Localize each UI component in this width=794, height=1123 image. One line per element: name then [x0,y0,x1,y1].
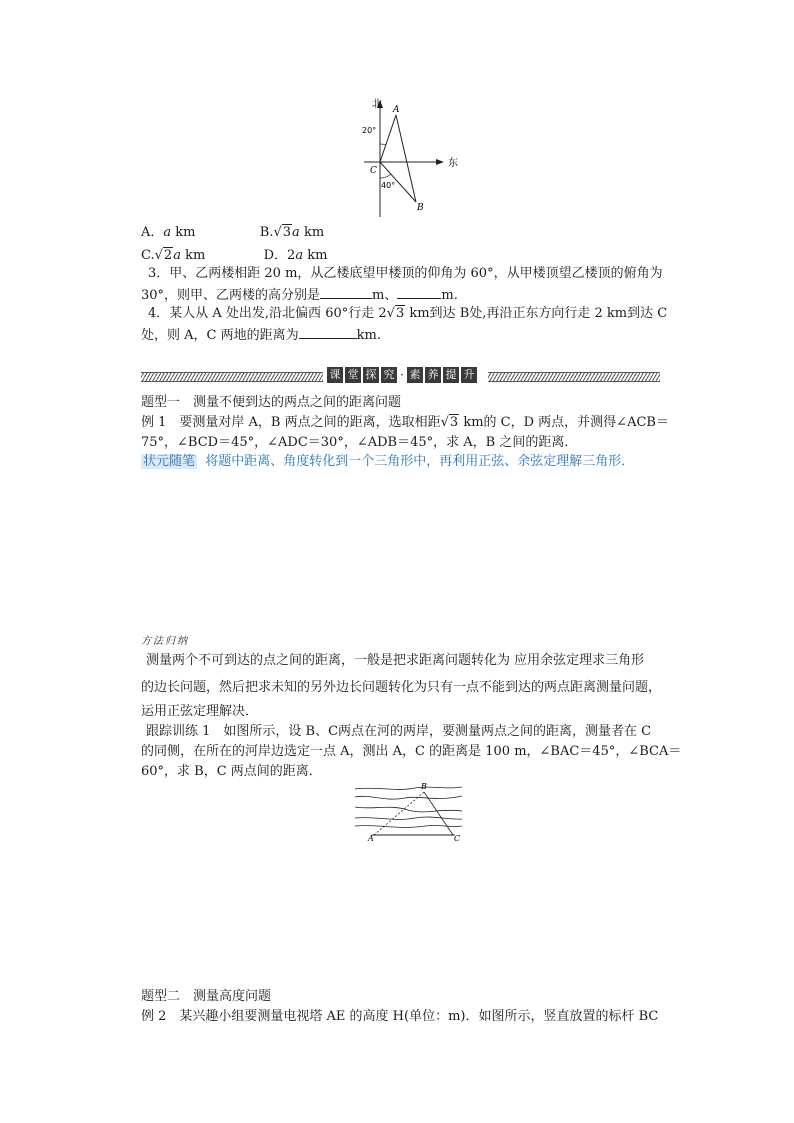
q3-blank1[interactable] [320,285,372,299]
point-b-label: B [421,782,427,791]
tip-line [141,453,634,471]
q3-line2: 30°，则甲、乙两楼的高分别是 m、 m. [141,285,458,305]
banner-bar-left [141,372,323,382]
angle-arc-bottom [380,174,391,178]
river-figure [350,780,465,842]
q2-options-row1 [141,224,324,242]
method-stamp: 方法归纳 [141,636,189,647]
banner-char: 堂 [345,367,361,383]
east-arrow [436,159,444,165]
banner-bar-right [488,372,660,382]
banner-char: 课 [327,367,343,383]
east-label: 东 [448,158,458,169]
option-c: C.√2a km [141,248,206,263]
example2-line1: 例 2 某兴趣小组要测量电视塔 AE 的高度 H(单位：m)．如图所示，竖直放置的标杆 BC [141,1009,659,1024]
angle-label-bottom: 40° [381,181,396,190]
option-d: D．2a km [263,248,328,263]
river-bank-line [355,787,462,789]
banner-char: 提 [443,367,459,383]
method-line3: 运用正弦定理解决． [141,704,259,719]
banner-char: 探 [363,367,379,383]
tip-tag: 状元随笔 [143,454,196,469]
q3-blank2[interactable] [397,285,441,299]
q4-line1: 4．某人从 A 处出发,沿北偏西 60°行走 2√3 km到达 B处,再沿正东方向行走 2 km到达 C [148,306,668,321]
river-bank-line [355,825,462,827]
banner-char: 养 [425,367,441,383]
point-a-label: A [368,834,374,842]
banner-char: 究 [381,367,397,383]
follow1-line3: 60°，求 B，C 两点间的距离． [141,764,322,779]
compass-figure [350,95,470,220]
q4-line2: 处，则 A，C 两地的距离为 km. [141,325,381,345]
point-a-label: A [393,105,400,115]
point-c-label: C [370,166,377,176]
method-line1: 测量两个不可到达的点之间的距离，一般是把求距离问题转化为 应用余弦定理求三角形 [146,653,645,668]
segment-ab [396,115,416,202]
follow1-line2: 的同侧，在所在的河岸边选定一点 A，测出 A，C 的距离是 100 m，∠BAC＝45°，∠BCA＝ [141,744,682,759]
river-bank-line [355,817,462,819]
example1-line2: 75°，∠BCD＝45°，∠ADC＝30°，∠ADB＝45°，求 A，B 之间的距离． [141,435,578,450]
section-banner [327,367,477,383]
q3-line1: 3．甲、乙两楼相距 20 m，从乙楼底望甲楼顶的仰角为 60°，从甲楼顶望乙楼顶的俯角为 [148,266,663,281]
tip-text: 将题中距离、角度转化到一个三角形中，再利用正弦、余弦定理解三角形． [205,454,635,469]
q2-options-row2 [141,247,327,265]
angle-arc-top [380,144,386,145]
angle-label-top: 20° [362,126,377,135]
banner-dot: · [400,368,404,382]
river-bank-line [355,807,462,812]
segment-ca [380,115,396,162]
river-bank-line [355,796,462,799]
point-b-label: B [417,203,424,213]
type1-title: 题型一 测量不便到达的两点之间的距离问题 [141,395,402,410]
point-c-label: C [454,834,461,842]
example1-line1: 例 1 要测量对岸 A，B 两点之间的距离，选取相距√3 km的 C，D 两点，并测得∠ACB＝ [141,415,669,430]
q4-blank[interactable] [299,325,357,339]
banner-char: 升 [461,367,477,383]
option-b: B.√3a km [259,225,325,240]
option-a: A．a km [141,225,196,240]
north-label: 北 [372,99,382,110]
type2-title: 题型二 测量高度问题 [141,989,272,1004]
follow1-line1: 跟踪训练 1 如图所示，设 B、C两点在河的两岸，要测量两点之间的距离，测量者在 C [146,724,652,739]
method-line2: 的边长问题，然后把求未知的另外边长问题转化为只有一点不能到达的两点距离测量问题， [141,680,662,695]
banner-char: 素 [407,367,423,383]
